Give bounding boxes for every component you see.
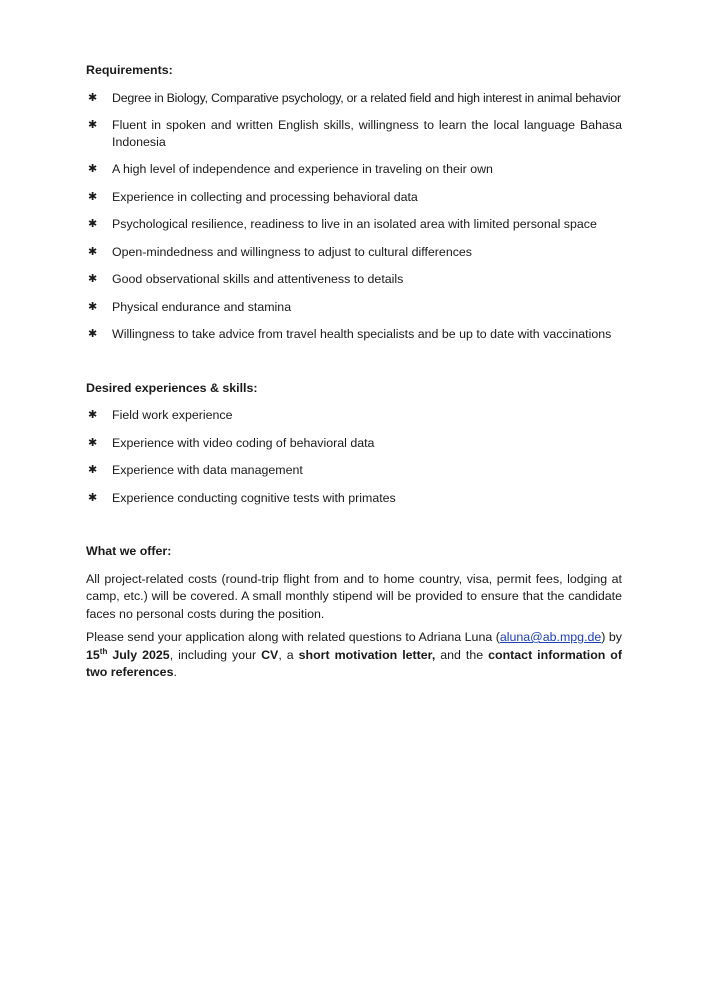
- requirements-list: [86, 90, 622, 343]
- list-item: ✱ Experience conducting cognitive tests with primates: [88, 490, 396, 505]
- list-item: ✱ Psychological resilience, readiness to live in an isolated area with limited personal space: [88, 217, 597, 231]
- list-item: ✱ Physical endurance and stamina: [88, 299, 292, 314]
- asterisk-bullet-icon: ✱: [88, 273, 98, 285]
- cv-text: CV: [261, 647, 279, 662]
- asterisk-bullet-icon: ✱: [88, 436, 98, 449]
- list-item: ✱ Fluent in spoken and written English skills, willingness to learn the local language Bahasa Indonesia: [88, 118, 622, 149]
- list-item: ✱ Experience with data management: [88, 463, 303, 477]
- asterisk-bullet-icon: ✱: [88, 119, 98, 131]
- asterisk-bullet-icon: ✱: [88, 190, 98, 203]
- list-item: ✱ Field work experience: [88, 408, 233, 422]
- references-text: contact information of two references: [86, 647, 623, 679]
- asterisk-bullet-icon: ✱: [88, 328, 98, 340]
- asterisk-bullet-icon: ✱: [88, 464, 98, 476]
- desired-list: [86, 407, 622, 506]
- offer-heading: What we offer:: [86, 544, 172, 558]
- asterisk-bullet-icon: ✱: [88, 245, 98, 258]
- asterisk-bullet-icon: ✱: [88, 300, 98, 313]
- asterisk-bullet-icon: ✱: [88, 491, 98, 504]
- desired-heading: Desired experiences & skills:: [86, 380, 258, 395]
- requirements-heading: Requirements:: [86, 63, 173, 77]
- list-item: ✱ Open-mindedness and willingness to adjust to cultural differences: [88, 244, 472, 259]
- deadline-month-year: July 2025: [107, 647, 170, 662]
- deadline-day: 15: [86, 647, 100, 662]
- asterisk-bullet-icon: ✱: [88, 163, 98, 175]
- list-item: ✱ Experience with video coding of behavioral data: [88, 435, 375, 450]
- email-link[interactable]: aluna@ab.mpg.de: [499, 630, 602, 644]
- list-item: ✱ Degree in Biology, Comparative psychology, or a related field and high interest in animal behavior: [88, 90, 621, 105]
- document-body: [86, 62, 622, 682]
- list-item: ✱ A high level of independence and experience in traveling on their own: [88, 162, 493, 176]
- offer-paragraph: All project-related costs (round-trip flight from and to home country, visa, permit fees, lodging at camp, etc.) will be covered. A small monthly stipend will be provided to ensure that the candidate faces no personal costs during the position.: [86, 571, 622, 621]
- list-item: ✱ Good observational skills and attentiveness to details: [88, 272, 404, 286]
- motivation-letter-text: short motivation letter,: [298, 647, 436, 662]
- deadline-suffix: th: [99, 646, 108, 656]
- list-item: ✱ Experience in collecting and processing behavioral data: [88, 189, 418, 204]
- list-item: ✱ Willingness to take advice from travel health specialists and be up to date with vaccinations: [88, 327, 612, 341]
- asterisk-bullet-icon: ✱: [88, 91, 98, 104]
- asterisk-bullet-icon: ✱: [88, 409, 98, 421]
- application-paragraph: Please send your application along with related questions to Adriana Luna (aluna@ab.mpg.de) by 15th July 2025, including your CV, a short motivation letter, and the contact information of two references.: [86, 630, 623, 679]
- asterisk-bullet-icon: ✱: [88, 218, 98, 230]
